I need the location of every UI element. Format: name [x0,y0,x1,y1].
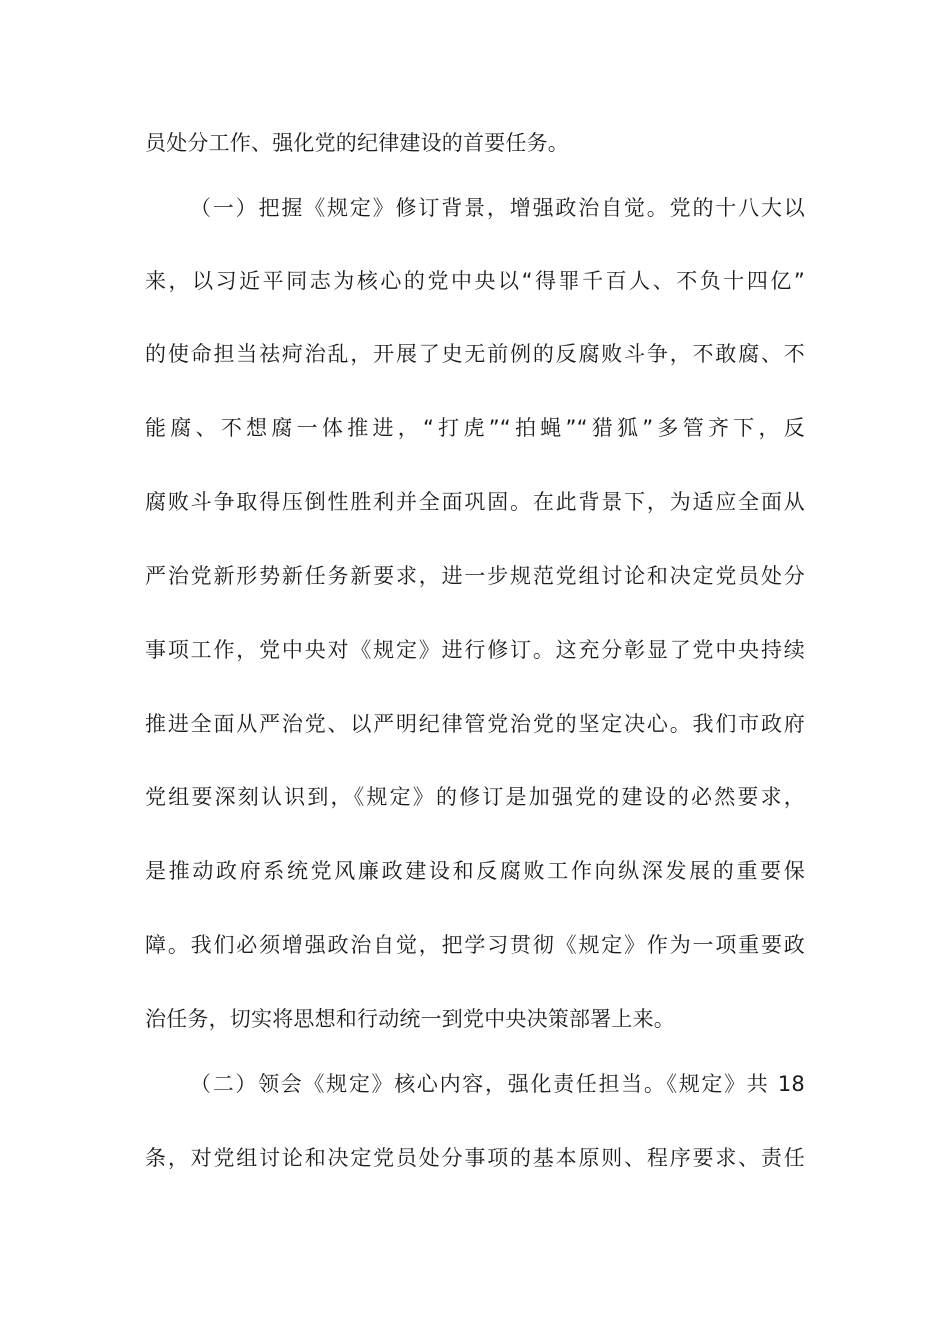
text-line: 能腐、不想腐一体推进，“打虎”“拍蝇”“猎狐”多管齐下，反 [145,416,805,440]
text-line: 是推动政府系统党风廉政建设和反腐败工作向纵深发展的重要保 [145,859,805,883]
text-line: 治任务，切实将思想和行动统一到党中央决策部署上来。 [145,1007,675,1031]
text-line: 员处分工作、强化党的纪律建设的首要任务。 [145,131,569,155]
text-line: 党组要深刻认识到，《规定》的修订是加强党的建设的必然要求， [145,785,805,809]
text-line: 来，以习近平同志为核心的党中央以“得罪千百人、不负十四亿” [145,269,805,293]
text-line: （一）把握《规定》修订背景，增强政治自觉。党的十八大以 [190,196,805,220]
text-line: 腐败斗争取得压倒性胜利并全面巩固。在此背景下，为适应全面从 [145,490,805,514]
text-line: 严治党新形势新任务新要求，进一步规范党组讨论和决定党员处分 [145,564,805,588]
text-line: 障。我们必须增强政治自觉，把学习贯彻《规定》作为一项重要政 [145,933,805,957]
text-line: 条，对党组讨论和决定党员处分事项的基本原则、程序要求、责任 [145,1146,805,1170]
text-line: （二）领会《规定》核心内容，强化责任担当。《规定》共 18 [190,1072,805,1096]
text-line: 的使命担当祛疴治乱，开展了史无前例的反腐败斗争，不敢腐、不 [145,342,805,366]
text-line: 事项工作，党中央对《规定》进行修订。这充分彰显了党中央持续 [145,638,805,662]
text-line: 推进全面从严治党、以严明纪律管党治党的坚定决心。我们市政府 [145,712,805,736]
